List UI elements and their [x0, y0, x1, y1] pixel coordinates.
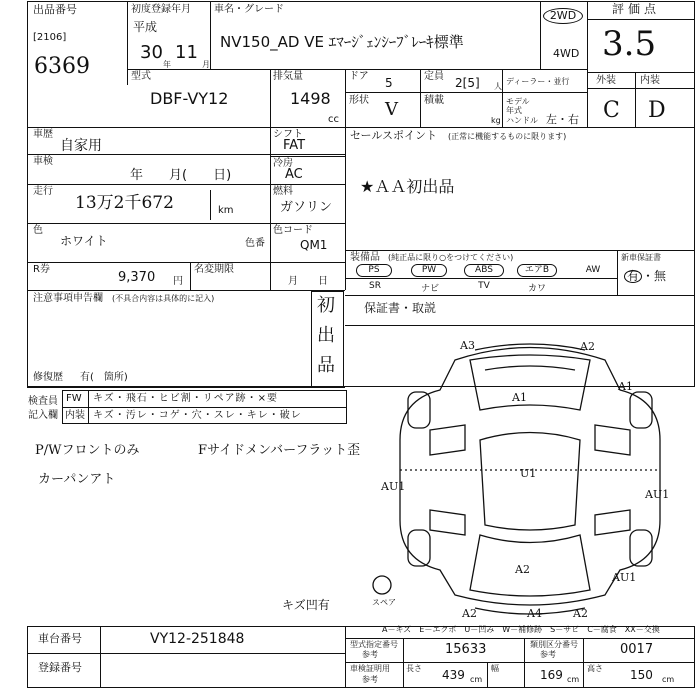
shift-label: シフト	[273, 129, 303, 140]
selling-note: (正常に機能するものに限ります)	[448, 132, 567, 141]
chassis-label: 車台番号	[38, 632, 82, 645]
notes-sub: (不具合内容は具体的に記入)	[112, 294, 215, 303]
car-name-label: 車名・グレード	[214, 4, 284, 15]
registration-year: 30	[140, 42, 163, 63]
listing-number: 6369	[34, 54, 90, 79]
handle-label: ハンドル	[506, 116, 538, 125]
equip-navi: ナビ	[420, 284, 439, 294]
height-value: 150	[630, 668, 653, 682]
recycle-label: R券	[33, 264, 50, 275]
inspector-label-2: 記入欄	[28, 410, 58, 421]
cc-unit: cc	[328, 114, 339, 125]
repair-label: 修復歴	[33, 372, 63, 383]
damage-legend: A－キズ E－エクボ U－凹み W－補修跡 S－サビ C－腐食 XX－交換	[382, 625, 660, 634]
class-label: 類別区分番号	[530, 640, 578, 649]
shape-label: 形状	[349, 95, 369, 106]
kg-unit: kg	[491, 116, 501, 125]
exterior-grade: C	[603, 98, 620, 123]
color-label: 色	[33, 225, 43, 236]
grade-score: 3.5	[602, 24, 657, 64]
warranty-yes: 有	[624, 270, 642, 283]
first-listing-1: 初	[317, 295, 335, 316]
inspector-label-1: 検査員	[28, 396, 58, 407]
equip-aw: AW	[585, 265, 601, 275]
fuel: ガソリン	[280, 200, 333, 215]
registration-number-label: 登録番号	[38, 661, 82, 674]
length-label: 長さ	[406, 664, 422, 673]
registration-era: 平成	[133, 20, 158, 34]
ac: AC	[285, 167, 303, 182]
grade-label: 評価点	[612, 2, 661, 16]
displacement: 1498	[290, 89, 331, 108]
width-unit: cm	[567, 675, 580, 684]
inspector-row1-head: FW	[66, 393, 82, 404]
registration-year-unit: 年	[163, 60, 171, 69]
handle-options: 左・右	[546, 113, 579, 126]
ac-label: 冷房	[273, 158, 293, 169]
damage-mark-au1-left: AU1	[381, 480, 406, 493]
equip-sr: SR	[369, 281, 381, 291]
documents: 保証書・取説	[364, 301, 437, 315]
capacity-unit: 人	[494, 82, 502, 91]
damage-mark-a3: A3	[460, 339, 475, 352]
load-label: 積載	[424, 95, 444, 106]
equip-airbag: エアB	[517, 264, 557, 277]
cert-ref: 参考	[362, 675, 378, 684]
recycle: 9,370	[118, 270, 156, 285]
model-label: 型式	[131, 71, 151, 82]
listing-number-label: 出品番号	[33, 3, 77, 16]
listing-number-small: [2106]	[33, 32, 67, 43]
history-value: 自家用	[60, 138, 102, 154]
designation-number: 15633	[445, 642, 487, 657]
equip-ps: PS	[356, 264, 392, 277]
damage-mark-a1: A1	[618, 380, 633, 393]
handwritten-note-2: Fサイドメンバーフラット歪	[198, 443, 361, 458]
damage-mark-a1-roof: A1	[512, 391, 527, 404]
selling-point: ★ＡＡ初出品	[360, 177, 455, 196]
class-ref: 参考	[540, 650, 556, 659]
length-value: 439	[442, 668, 465, 682]
name-change-label: 名変期限	[194, 264, 234, 275]
inspector-row2-head: 内装	[65, 410, 85, 421]
designation-label: 型式指定番号	[350, 640, 398, 649]
model-code: DBF-VY12	[150, 89, 229, 108]
drive-4wd: 4WD	[553, 47, 580, 60]
fuel-label: 燃料	[273, 186, 293, 197]
car-name-grade: NV150_AD VE ｴﾏｰｼﾞｪﾝｼｰﾌﾞﾚｰｷ標準	[220, 33, 464, 51]
designation-ref: 参考	[362, 650, 378, 659]
footer-table	[27, 626, 695, 688]
equip-abs: ABS	[464, 264, 504, 277]
selling-label: セールスポイント	[350, 129, 438, 142]
capacity: 2[5]	[455, 76, 480, 90]
dealer-label: ディーラー・並行	[506, 77, 570, 86]
damage-mark-a2-top: A2	[580, 340, 595, 353]
color-code-label: 色コード	[273, 225, 313, 236]
equip-leather: カワ	[527, 284, 546, 294]
width-value: 169	[540, 668, 563, 682]
shift: FAT	[283, 138, 306, 153]
damage-mark-au1-right: AU1	[645, 488, 670, 501]
interior-label: 内装	[640, 75, 660, 86]
warranty-no: 無	[654, 269, 667, 283]
drive-2wd: 2WD	[543, 8, 583, 24]
color-code: QM1	[300, 238, 328, 252]
shaken-value: 年 月( 日)	[130, 168, 232, 183]
height-label: 高さ	[587, 664, 603, 673]
width-label: 幅	[491, 664, 499, 673]
damage-mark-a2-bottom-left: A2	[462, 607, 477, 620]
warranty-label: 新車保証書	[621, 253, 661, 262]
mileage: 13万2千672	[75, 193, 174, 213]
damage-mark-u1: U1	[520, 467, 537, 480]
interior-grade: D	[648, 98, 666, 123]
exterior-label: 外装	[596, 75, 616, 86]
registration-label: 初度登録年月	[131, 4, 191, 15]
spare-label: スペア	[372, 598, 396, 607]
first-listing-2: 出	[317, 325, 335, 346]
registration-month: 11	[175, 42, 198, 63]
notes-label: 注意事項申告欄	[33, 293, 103, 304]
displacement-label: 排気量	[273, 71, 303, 82]
class-number: 0017	[620, 642, 654, 657]
first-listing-3: 品	[317, 355, 335, 376]
damage-mark-a4: A4	[527, 607, 542, 620]
name-change-value: 月 日	[288, 276, 328, 287]
registration-month-unit: 月	[202, 60, 210, 69]
damage-mark-a2-rear: A2	[515, 563, 530, 576]
chassis-number: VY12-251848	[150, 631, 245, 647]
inspector-row2: キズ・汚レ・コゲ・穴・スレ・キレ・破レ	[93, 410, 302, 421]
shaken-label: 車検	[33, 156, 53, 167]
mileage-label: 走行	[33, 186, 53, 197]
color-no-label: 色番	[245, 238, 265, 249]
shape: V	[385, 99, 398, 120]
diagram-handwritten-note: キズ凹有	[282, 598, 330, 612]
height-unit: cm	[662, 675, 675, 684]
equip-pw: PW	[411, 264, 447, 277]
color: ホワイト	[60, 234, 108, 248]
cert-label: 車検証明用	[350, 664, 390, 673]
warranty-options: 有 ・無	[624, 270, 666, 283]
damage-mark-au1-rear: AU1	[612, 571, 637, 584]
equipment-note: (純正品に限り○をつけてください)	[388, 253, 514, 262]
handwritten-note-3: カーパンアト	[38, 472, 116, 487]
history-label: 車歴	[33, 129, 53, 140]
km-unit: km	[218, 205, 234, 216]
length-unit: cm	[470, 675, 483, 684]
equipment-label: 装備品	[350, 252, 380, 263]
repair-value: 有( 箇所)	[80, 372, 128, 383]
yen-unit: 円	[173, 276, 183, 287]
handwritten-note-1: P/Wフロントのみ	[35, 443, 140, 458]
doors-label: ドア	[349, 71, 369, 82]
capacity-label: 定員	[424, 71, 444, 82]
damage-mark-a2-bottom-right: A2	[573, 607, 588, 620]
model-year-label: モデル 年式	[506, 97, 530, 115]
equip-tv: TV	[478, 281, 490, 291]
doors: 5	[385, 76, 393, 90]
inspector-row1: キズ・飛石・ヒビ割・リペア跡・×要	[93, 393, 278, 404]
